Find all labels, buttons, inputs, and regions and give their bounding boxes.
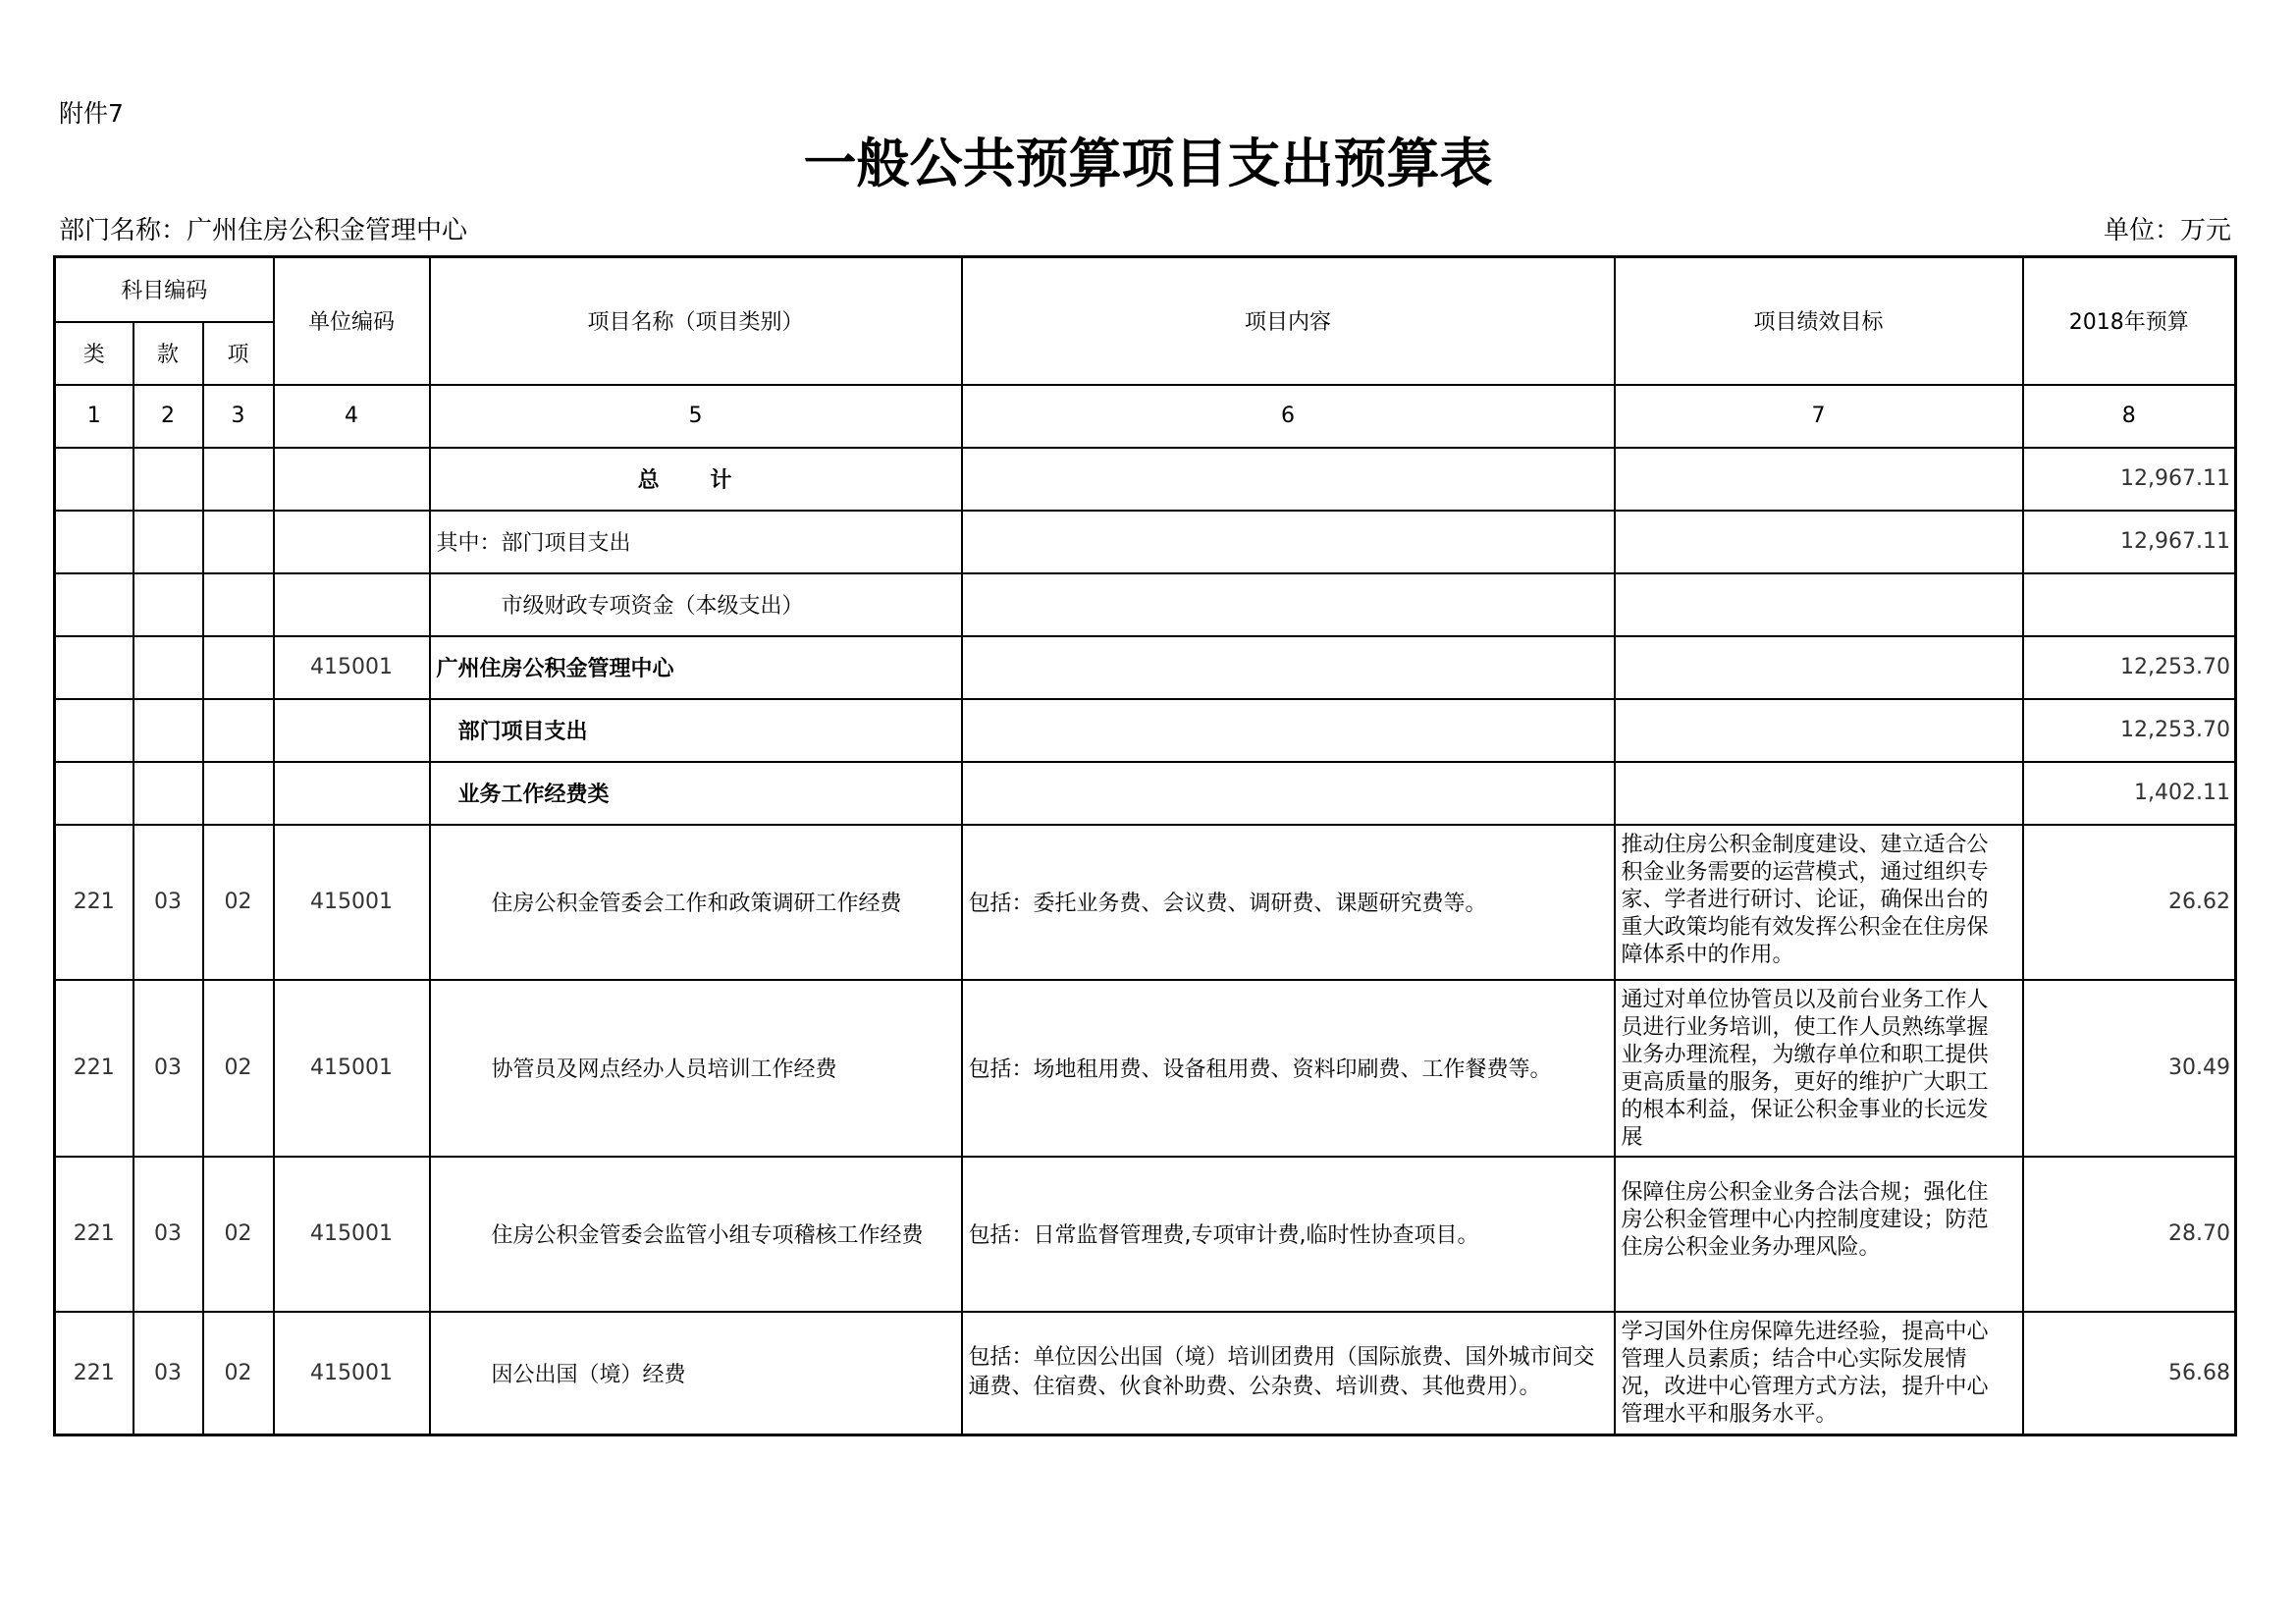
unit-code-cell: 415001 <box>274 825 430 980</box>
project-name-cell: 协管员及网点经办人员培训工作经费 <box>430 980 962 1157</box>
unit-code-cell: 415001 <box>274 980 430 1157</box>
performance-goal-cell: 学习国外住房保障先进经验，提高中心管理人员素质；结合中心实际发展情况，改进中心管理方式方法，提升中心管理水平和服务水平。 <box>1615 1312 2023 1435</box>
column-number: 7 <box>1615 385 2023 448</box>
header-xiang: 项 <box>203 322 274 385</box>
project-name-cell: 广州住房公积金管理中心 <box>430 636 962 699</box>
performance-goal-cell: 推动住房公积金制度建设、建立适合公积金业务需要的运营模式，通过组织专家、学者进行研讨、论证，确保出台的重大政策均能有效发挥公积金在住房保障体系中的作用。 <box>1615 825 2023 980</box>
table-row <box>55 511 2236 573</box>
unit-code-cell: 415001 <box>274 1312 430 1435</box>
unit-label: 单位：万元 <box>2103 216 2231 245</box>
table-row <box>55 699 2236 762</box>
header-performance-goal: 项目绩效目标 <box>1615 257 2023 385</box>
project-name-cell: 其中：部门项目支出 <box>430 511 962 573</box>
header-subject-code: 科目编码 <box>55 257 274 322</box>
budget-cell: 56.68 <box>2023 1312 2236 1435</box>
kuan-cell: 03 <box>133 825 203 980</box>
table-row <box>55 636 2236 699</box>
budget-cell: 26.62 <box>2023 825 2236 980</box>
project-name-cell: 部门项目支出 <box>430 699 962 762</box>
header-kuan: 款 <box>133 322 203 385</box>
header-row-1 <box>55 257 2236 322</box>
kuan-cell: 03 <box>133 1312 203 1435</box>
column-number: 1 <box>55 385 133 448</box>
header-unit-code: 单位编码 <box>274 257 430 385</box>
column-number: 8 <box>2023 385 2236 448</box>
budget-table <box>53 255 2237 1436</box>
budget-cell: 12,253.70 <box>2023 699 2236 762</box>
project-name-cell: 因公出国（境）经费 <box>430 1312 962 1435</box>
table-row <box>55 825 2236 980</box>
performance-goal-cell: 保障住房公积金业务合法合规；强化住房公积金管理中心内控制度建设；防范住房公积金业务办理风险。 <box>1615 1157 2023 1312</box>
column-number: 4 <box>274 385 430 448</box>
xiang-cell: 02 <box>203 825 274 980</box>
page-title: 一般公共预算项目支出预算表 <box>803 132 1493 194</box>
project-content-cell: 包括：日常监督管理费,专项审计费,临时性协查项目。 <box>962 1157 1615 1312</box>
budget-cell: 1,402.11 <box>2023 762 2236 825</box>
project-name-cell: 业务工作经费类 <box>430 762 962 825</box>
column-number-row <box>55 385 2236 448</box>
project-content-cell: 包括：单位因公出国（境）培训团费用（国际旅费、国外城市间交通费、住宿费、伙食补助费、公杂费、培训费、其他费用）。 <box>962 1312 1615 1435</box>
performance-goal-cell: 通过对单位协管员以及前台业务工作人员进行业务培训，使工作人员熟练掌握业务办理流程，为缴存单位和职工提供更高质量的服务，更好的维护广大职工的根本利益，保证公积金事业的长远发展 <box>1615 980 2023 1157</box>
header-project-name: 项目名称（项目类别） <box>430 257 962 385</box>
budget-cell: 12,253.70 <box>2023 636 2236 699</box>
lei-cell: 221 <box>55 980 133 1157</box>
kuan-cell: 03 <box>133 980 203 1157</box>
table-row <box>55 1157 2236 1312</box>
project-name-cell: 市级财政专项资金（本级支出） <box>430 573 962 636</box>
budget-cell: 28.70 <box>2023 1157 2236 1312</box>
table-row <box>55 1312 2236 1435</box>
lei-cell: 221 <box>55 1157 133 1312</box>
xiang-cell: 02 <box>203 1312 274 1435</box>
header-project-content: 项目内容 <box>962 257 1615 385</box>
table-row <box>55 573 2236 636</box>
column-number: 5 <box>430 385 962 448</box>
budget-cell: 30.49 <box>2023 980 2236 1157</box>
table-row <box>55 762 2236 825</box>
total-label: 总 计 <box>637 468 754 493</box>
project-name-cell: 住房公积金管委会工作和政策调研工作经费 <box>430 825 962 980</box>
lei-cell: 221 <box>55 825 133 980</box>
column-number: 2 <box>133 385 203 448</box>
table-row-total <box>55 448 2236 511</box>
budget-cell <box>2023 573 2236 636</box>
header-lei: 类 <box>55 322 133 385</box>
project-name-cell: 住房公积金管委会监管小组专项稽核工作经费 <box>430 1157 962 1312</box>
lei-cell: 221 <box>55 1312 133 1435</box>
department-name: 部门名称：广州住房公积金管理中心 <box>59 216 468 245</box>
xiang-cell: 02 <box>203 980 274 1157</box>
unit-code-cell: 415001 <box>274 636 430 699</box>
column-number: 6 <box>962 385 1615 448</box>
attachment-label: 附件7 <box>59 99 124 128</box>
project-content-cell: 包括：场地租用费、设备租用费、资料印刷费、工作餐费等。 <box>962 980 1615 1157</box>
table-row <box>55 980 2236 1157</box>
budget-cell: 12,967.11 <box>2023 511 2236 573</box>
header-budget-2018: 2018年预算 <box>2023 257 2236 385</box>
budget-cell: 12,967.11 <box>2023 448 2236 511</box>
column-number: 3 <box>203 385 274 448</box>
kuan-cell: 03 <box>133 1157 203 1312</box>
xiang-cell: 02 <box>203 1157 274 1312</box>
project-content-cell: 包括：委托业务费、会议费、调研费、课题研究费等。 <box>962 825 1615 980</box>
unit-code-cell: 415001 <box>274 1157 430 1312</box>
